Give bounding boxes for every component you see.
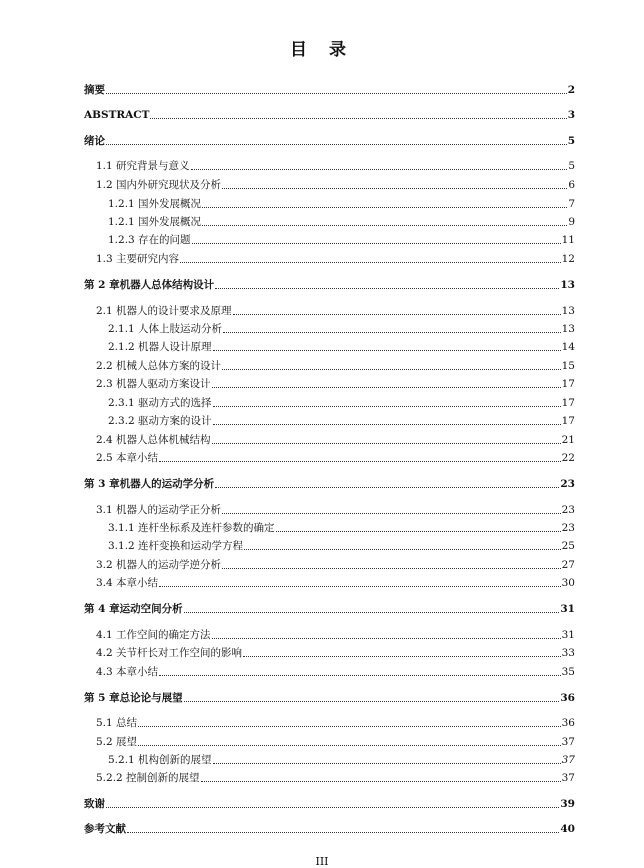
leader-dots bbox=[159, 586, 561, 587]
toc-entry[interactable] bbox=[0, 359, 644, 373]
toc-entry-page: 15 bbox=[561, 360, 575, 372]
leader-dots bbox=[215, 487, 559, 488]
toc-entry-page: 30 bbox=[561, 577, 575, 589]
toc-entry[interactable] bbox=[0, 646, 644, 660]
toc-entry-page: 23 bbox=[561, 522, 575, 534]
leader-dots bbox=[213, 763, 561, 764]
toc-entry[interactable] bbox=[0, 178, 644, 192]
toc-entry[interactable] bbox=[0, 665, 644, 679]
toc-entry[interactable] bbox=[0, 278, 644, 292]
page-title: 目 录 bbox=[290, 40, 354, 60]
toc-entry-page: 37 bbox=[561, 772, 575, 784]
leader-dots bbox=[180, 262, 561, 263]
toc-entry-title: 第 2 章机器人总体结构设计 bbox=[84, 279, 215, 291]
toc-entry-title: 4.1 工作空间的确定方法 bbox=[96, 629, 211, 641]
toc-entry[interactable] bbox=[0, 108, 644, 122]
toc-entry[interactable] bbox=[0, 691, 644, 705]
leader-dots bbox=[138, 745, 561, 746]
toc-entry[interactable] bbox=[0, 451, 644, 465]
toc-entry-page: 35 bbox=[561, 666, 575, 678]
leader-dots bbox=[127, 832, 559, 833]
toc-entry-title: 1.2.1 国外发展概况 bbox=[108, 216, 202, 228]
leader-dots bbox=[222, 369, 561, 370]
toc-entry[interactable] bbox=[0, 628, 644, 642]
toc-entry-page: 6 bbox=[568, 179, 575, 191]
toc-entry-page: 25 bbox=[561, 540, 575, 552]
page-number: III bbox=[315, 855, 329, 868]
leader-dots bbox=[212, 638, 561, 639]
leader-dots bbox=[223, 332, 561, 333]
toc-entry-page: 36 bbox=[560, 692, 575, 704]
toc-entry-title: 绪论 bbox=[84, 135, 105, 147]
toc-entry-title: 第 3 章机器人的运动学分析 bbox=[84, 478, 215, 490]
toc-entry[interactable] bbox=[0, 521, 644, 535]
toc-entry[interactable] bbox=[0, 159, 644, 173]
toc-entry-title: 5.2.2 控制创新的展望 bbox=[96, 772, 200, 784]
toc-entry-page: 39 bbox=[560, 798, 575, 810]
leader-dots bbox=[138, 726, 561, 727]
leader-dots bbox=[222, 568, 561, 569]
leader-dots bbox=[212, 387, 561, 388]
leader-dots bbox=[276, 531, 561, 532]
toc-entry-title: 2.3.2 驱动方案的设计 bbox=[108, 415, 212, 427]
leader-dots bbox=[222, 513, 561, 514]
toc-entry[interactable] bbox=[0, 797, 644, 811]
toc-entry-page: 31 bbox=[560, 603, 575, 615]
toc-entry-title: 1.2.1 国外发展概况 bbox=[108, 198, 202, 210]
toc-entry-page: 17 bbox=[561, 415, 575, 427]
toc-entry-page: 13 bbox=[560, 279, 575, 291]
toc-entry[interactable] bbox=[0, 134, 644, 148]
toc-entry[interactable] bbox=[0, 215, 644, 229]
leader-dots bbox=[201, 781, 561, 782]
toc-entry[interactable] bbox=[0, 396, 644, 410]
toc-entry-title: 3.1 机器人的运动学正分析 bbox=[96, 504, 222, 516]
leader-dots bbox=[184, 701, 560, 702]
toc-entry-title: 第 4 章运动空间分析 bbox=[84, 603, 183, 615]
toc-entry[interactable] bbox=[0, 433, 644, 447]
leader-dots bbox=[222, 188, 567, 189]
toc-entry[interactable] bbox=[0, 771, 644, 785]
toc-entry-page: 5 bbox=[567, 135, 575, 147]
toc-entry[interactable] bbox=[0, 477, 644, 491]
leader-dots bbox=[159, 461, 561, 462]
toc-entry-title: ABSTRACT bbox=[84, 109, 150, 121]
toc-entry-page: 13 bbox=[561, 305, 575, 317]
toc-entry-page: 37 bbox=[561, 736, 575, 748]
toc-entry-title: 第 5 章总论论与展望 bbox=[84, 692, 183, 704]
leader-dots bbox=[184, 612, 560, 613]
toc-entry-title: 2.3.1 驱动方式的选择 bbox=[108, 397, 212, 409]
toc-entry-title: 1.1 研究背景与意义 bbox=[96, 160, 190, 172]
toc-entry-page: 12 bbox=[561, 253, 575, 265]
leader-dots bbox=[244, 549, 561, 550]
leader-dots bbox=[191, 169, 568, 170]
toc-entry[interactable] bbox=[0, 322, 644, 336]
toc-entry-page: 31 bbox=[561, 629, 575, 641]
leader-dots bbox=[106, 807, 559, 808]
toc-entry-title: 3.1.2 连杆变换和运动学方程 bbox=[108, 540, 244, 552]
toc-entry-page: 27 bbox=[561, 559, 575, 571]
toc-entry[interactable] bbox=[0, 503, 644, 517]
toc-entry-title: 2.5 本章小结 bbox=[96, 452, 159, 464]
toc-entry[interactable] bbox=[0, 576, 644, 590]
toc-entry-page: 23 bbox=[560, 478, 575, 490]
toc-entry-page: 2 bbox=[567, 84, 575, 96]
toc-entry-page: 3 bbox=[567, 109, 575, 121]
toc-entry-page: 9 bbox=[568, 216, 575, 228]
leader-dots bbox=[106, 93, 567, 94]
toc-entry-title: 5.2 展望 bbox=[96, 736, 138, 748]
leader-dots bbox=[243, 656, 561, 657]
toc-entry-page: 5 bbox=[568, 160, 575, 172]
toc-entry-title: 4.2 关节杆长对工作空间的影响 bbox=[96, 647, 243, 659]
toc-entry[interactable] bbox=[0, 716, 644, 730]
toc-entry-title: 摘要 bbox=[84, 84, 105, 96]
toc-entry[interactable] bbox=[0, 735, 644, 749]
toc-entry[interactable] bbox=[0, 753, 644, 767]
toc-entry[interactable] bbox=[0, 83, 644, 97]
toc-entry-title: 2.1.1 人体上肢运动分析 bbox=[108, 323, 223, 335]
toc-entry[interactable] bbox=[0, 602, 644, 616]
leader-dots bbox=[213, 406, 561, 407]
leader-dots bbox=[150, 118, 566, 119]
toc-entry-title: 3.2 机器人的运动学逆分析 bbox=[96, 559, 222, 571]
toc-entry-title: 3.4 本章小结 bbox=[96, 577, 159, 589]
toc-entry[interactable] bbox=[0, 252, 644, 266]
toc-entry-title: 1.2.3 存在的问题 bbox=[108, 234, 191, 246]
toc-entry[interactable] bbox=[0, 197, 644, 211]
toc-entry-page: 33 bbox=[561, 647, 575, 659]
toc-entry-title: 2.4 机器人总体机械结构 bbox=[96, 434, 211, 446]
toc-entry-title: 5.2.1 机构创新的展望 bbox=[108, 754, 212, 766]
toc-entry[interactable] bbox=[0, 414, 644, 428]
toc-entry-title: 2.3 机器人驱动方案设计 bbox=[96, 378, 211, 390]
leader-dots bbox=[106, 144, 567, 145]
leader-dots bbox=[213, 424, 561, 425]
toc-entry-page: 21 bbox=[561, 434, 575, 446]
toc-entry[interactable] bbox=[0, 822, 644, 836]
leader-dots bbox=[192, 243, 561, 244]
toc-entry-page: 22 bbox=[561, 452, 575, 464]
toc-entry[interactable] bbox=[0, 377, 644, 391]
toc-entry[interactable] bbox=[0, 539, 644, 553]
toc-entry[interactable] bbox=[0, 340, 644, 354]
leader-dots bbox=[202, 225, 567, 226]
toc-entry-title: 5.1 总结 bbox=[96, 717, 138, 729]
leader-dots bbox=[159, 675, 561, 676]
toc-entry-title: 2.1.2 机器人设计原理 bbox=[108, 341, 212, 353]
toc-entry[interactable] bbox=[0, 558, 644, 572]
toc-entry-page: 40 bbox=[560, 823, 575, 835]
toc-entry-page: 23 bbox=[561, 504, 575, 516]
leader-dots bbox=[215, 288, 559, 289]
toc-entry-title: 致谢 bbox=[84, 798, 105, 810]
toc-entry-page: 17 bbox=[561, 378, 575, 390]
leader-dots bbox=[212, 443, 561, 444]
toc-entry-page: 17 bbox=[561, 397, 575, 409]
leader-dots bbox=[233, 314, 561, 315]
toc-entry-title: 3.1.1 连杆坐标系及连杆参数的确定 bbox=[108, 522, 275, 534]
toc-entry-page: 36 bbox=[561, 717, 575, 729]
toc-entry-page: 11 bbox=[561, 234, 575, 246]
toc-entry-page: 7 bbox=[568, 198, 575, 210]
toc-entry-title: 1.2 国内外研究现状及分析 bbox=[96, 179, 222, 191]
toc-entry-title: 参考文献 bbox=[84, 823, 126, 835]
toc-entry[interactable] bbox=[0, 304, 644, 318]
toc-entry-title: 1.3 主要研究内容 bbox=[96, 253, 180, 265]
toc-entry[interactable] bbox=[0, 233, 644, 247]
leader-dots bbox=[202, 207, 567, 208]
toc-entry-title: 2.2 机械人总体方案的设计 bbox=[96, 360, 222, 372]
toc-entry-title: 4.3 本章小结 bbox=[96, 666, 159, 678]
toc-entry-page: 14 bbox=[561, 341, 575, 353]
toc-entry-page: 37 bbox=[561, 754, 575, 766]
toc-entry-title: 2.1 机器人的设计要求及原理 bbox=[96, 305, 232, 317]
toc-entry-page: 13 bbox=[561, 323, 575, 335]
leader-dots bbox=[213, 350, 561, 351]
